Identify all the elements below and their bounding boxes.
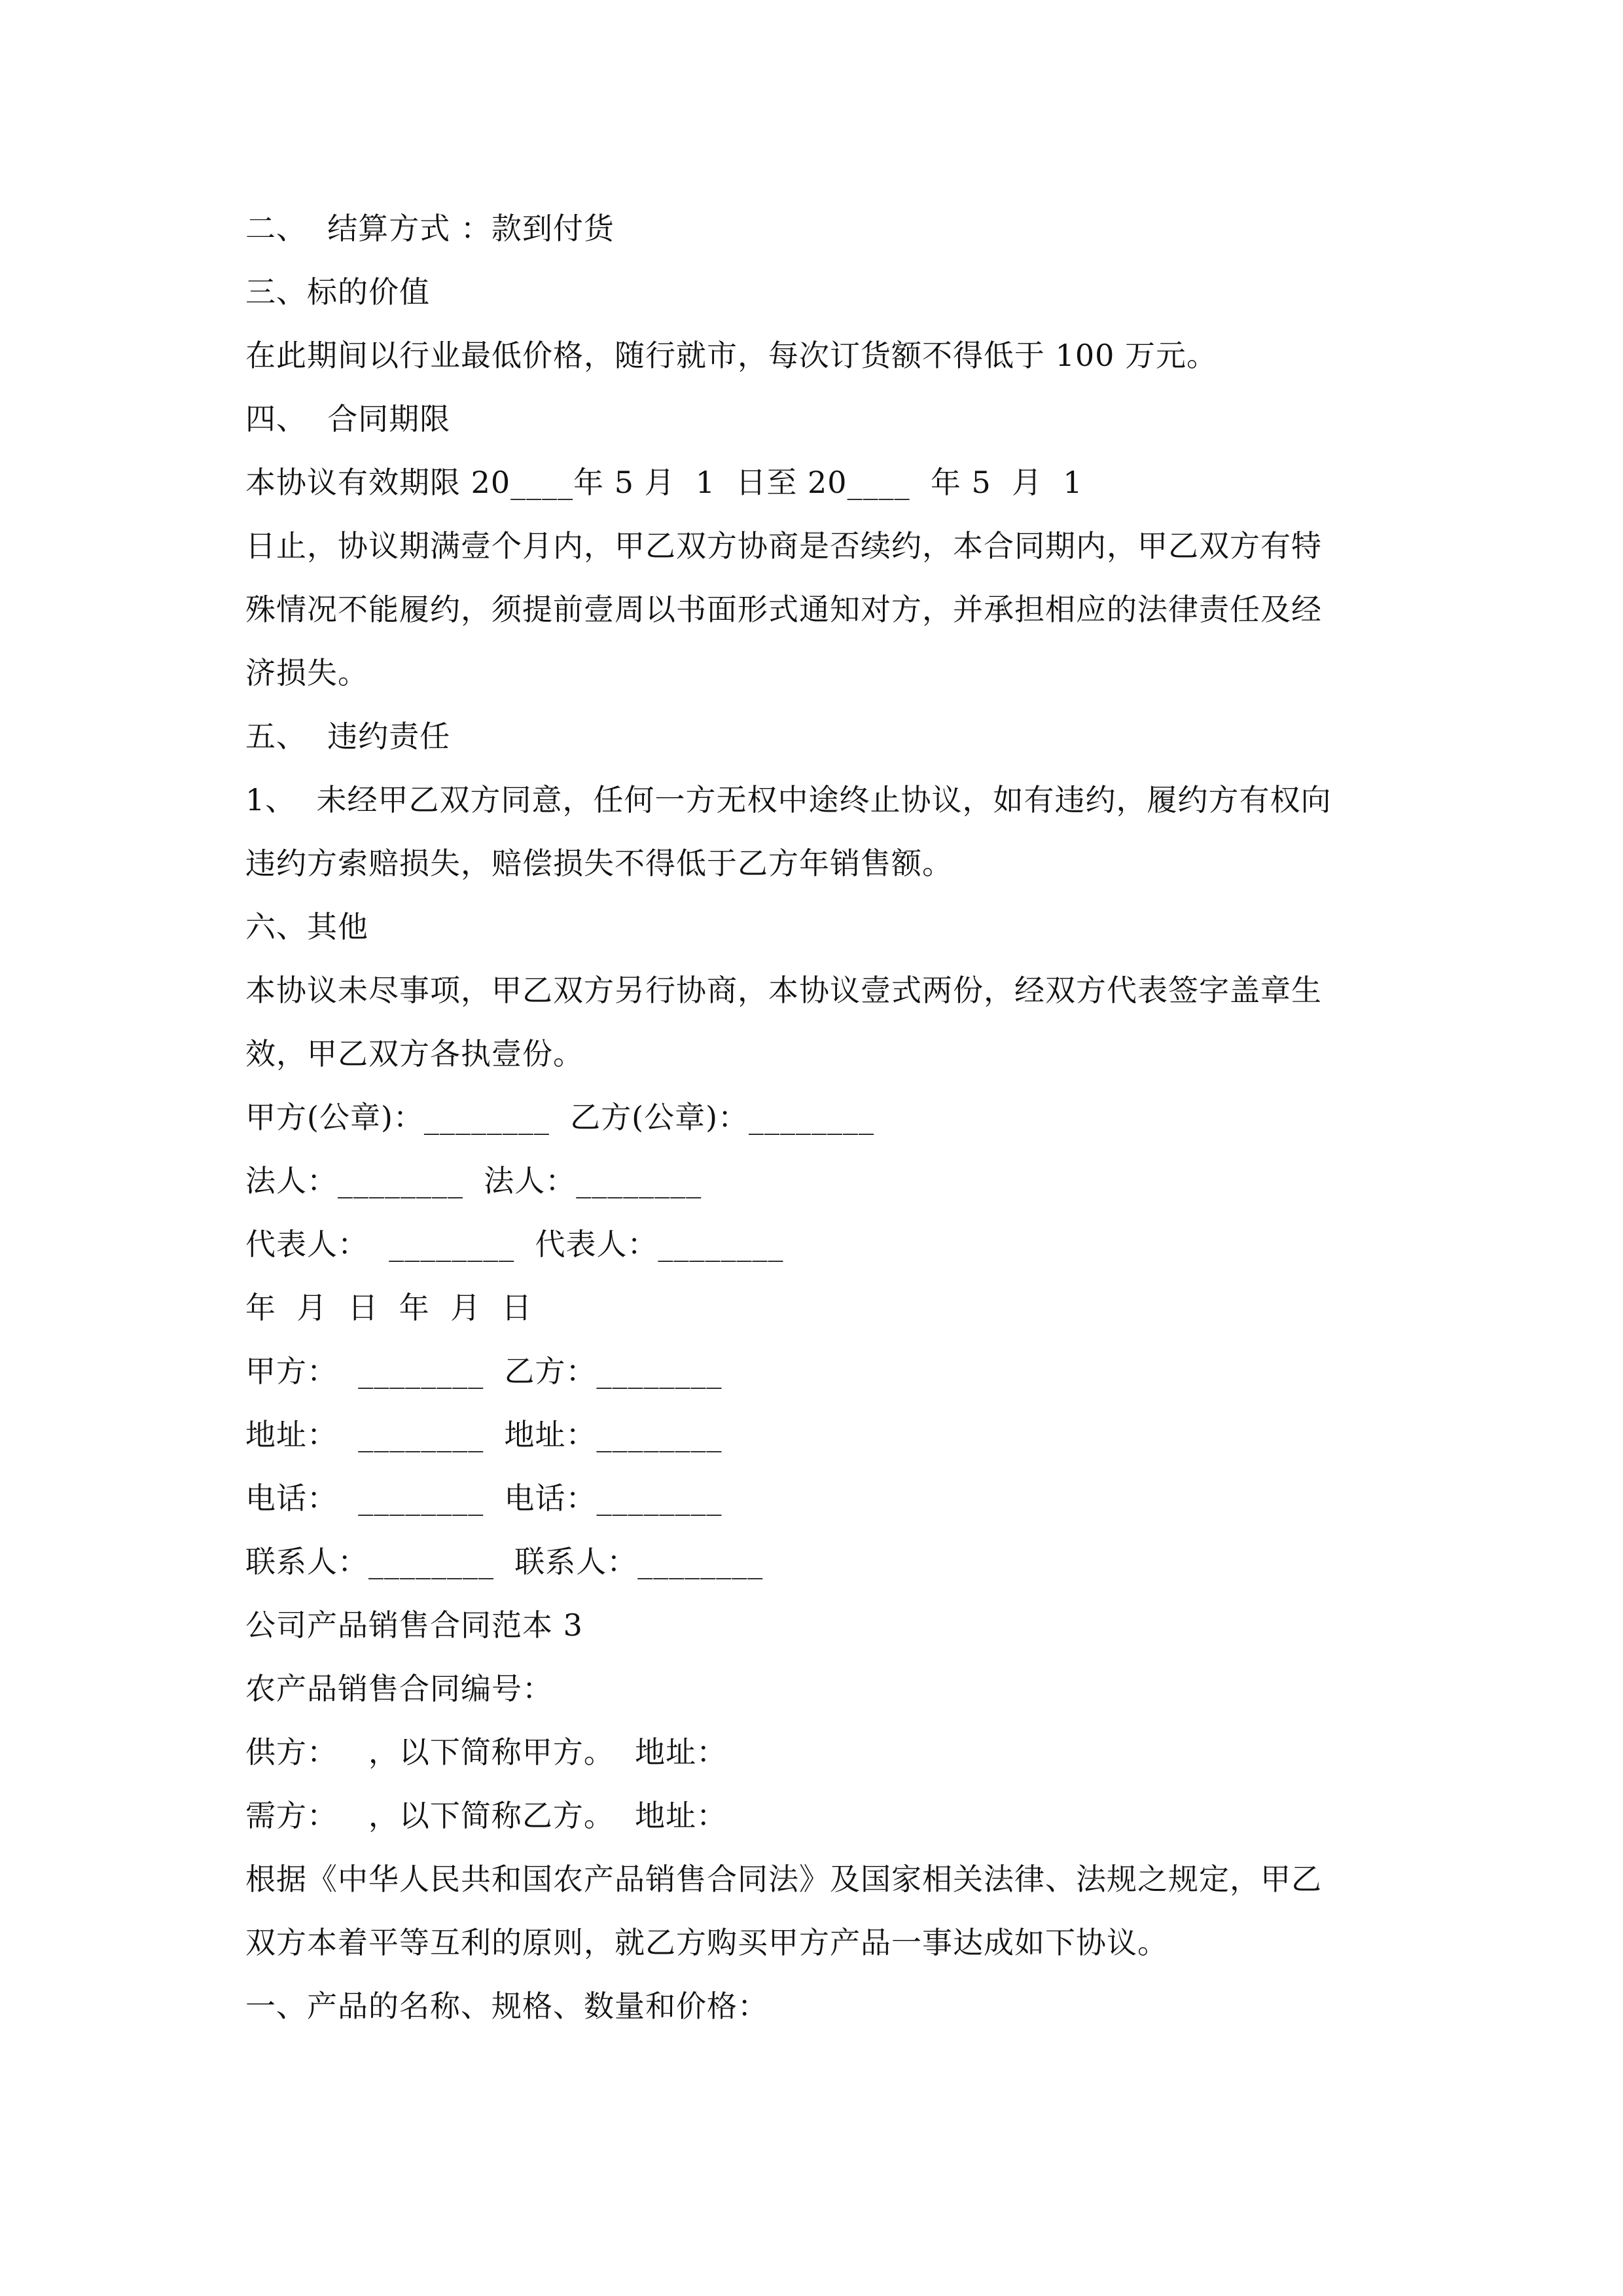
signature-line-date: 年 月 日 年 月 日 (245, 1290, 533, 1325)
section-heading-products: 一、产品的名称、规格、数量和价格： (245, 1988, 768, 2024)
signature-line-seal: 甲方(公章)：________ 乙方(公章)：________ (245, 1100, 875, 1135)
section-heading-subject-value: 三、标的价值 (245, 274, 430, 310)
paragraph-line: 殊情况不能履约，须提前壹周以书面形式通知对方，并承担相应的法律责任及经 (245, 592, 1322, 627)
paragraph-line: 本协议未尽事项，甲乙双方另行协商，本协议壹式两份，经双方代表签字盖章生 (245, 973, 1322, 1008)
paragraph-line: 1、 未经甲乙双方同意，任何一方无权中途终止协议，如有违约，履约方有权向 (245, 782, 1332, 817)
paragraph-line: 日止，协议期满壹个月内，甲乙双方协商是否续约，本合同期内，甲乙双方有特 (245, 528, 1322, 564)
paragraph-line: 违约方索赔损失，赔偿损失不得低于乙方年销售额。 (245, 846, 953, 881)
section-heading-breach: 五、 违约责任 (245, 719, 451, 754)
signature-line-phone: 电话： ________ 电话：________ (245, 1480, 722, 1516)
paragraph-line: 双方本着平等互利的原则，就乙方购买甲方产品一事达成如下协议。 (245, 1925, 1168, 1960)
paragraph-line: 本协议有效期限 20____年 5 月 1 日至 20____ 年 5 月 1 (245, 465, 1083, 500)
signature-line-contact: 联系人：________ 联系人：________ (245, 1544, 764, 1579)
contract-template-title: 公司产品销售合同范本 3 (245, 1607, 583, 1643)
buyer-line: 需方： ，以下简称乙方。 地址： (245, 1798, 728, 1833)
paragraph-line: 根据《中华人民共和国农产品销售合同法》及国家相关法律、法规之规定，甲乙 (245, 1861, 1322, 1897)
section-heading-other: 六、其他 (245, 909, 368, 944)
signature-line-address: 地址： ________ 地址：________ (245, 1417, 722, 1452)
signature-line-legal-person: 法人：________ 法人：________ (245, 1163, 702, 1198)
section-heading-settlement: 二、 结算方式 ：款到付货 (245, 211, 615, 246)
paragraph-line: 效，甲乙双方各执壹份。 (245, 1036, 584, 1071)
signature-line-party: 甲方： ________ 乙方：________ (245, 1354, 722, 1389)
section-heading-contract-term: 四、 合同期限 (245, 401, 451, 437)
paragraph-line: 在此期间以行业最低价格，随行就市，每次订货额不得低于 100 万元。 (245, 338, 1218, 373)
paragraph-line: 济损失。 (245, 655, 368, 691)
contract-number-line: 农产品销售合同编号： (245, 1671, 553, 1706)
supplier-line: 供方： ，以下简称甲方。 地址： (245, 1734, 728, 1770)
signature-line-representative: 代表人： ________ 代表人：________ (245, 1227, 784, 1262)
